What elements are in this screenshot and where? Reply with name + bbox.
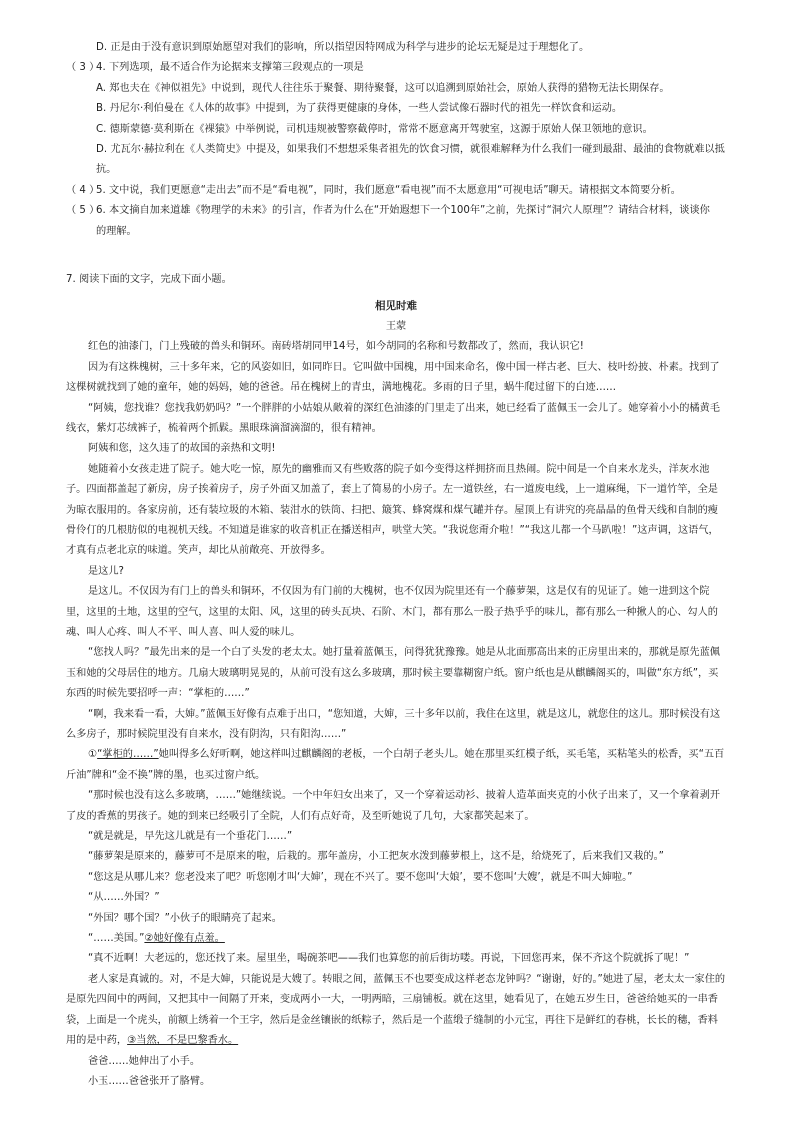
question-4-option-d-cont: 抗。: [96, 164, 117, 176]
question-5: [66, 181, 726, 201]
article-paragraph: “就是就是，早先这儿就是有一个垂花门……”: [88, 831, 293, 843]
article-paragraph: “外国？哪个国？”小伙子的眼睛亮了起来。: [88, 912, 282, 924]
article-paragraph: 因为有这株槐树，三十多年来，它的风姿如旧，如同昨日。它叫做中国槐，用中国来命名，像中国一样古老、巨大、枝叶纷披、朴素。找到了这棵树就找到了她的童年，她的妈妈，她的爸爸。吊在槐树上的青虫，满地槐花。多雨的日子里，蜗牛爬过留下的白迹……: [66, 361, 720, 394]
paragraph-text: 老人家是真诚的。对，不是大婶，只能说是大嫂了。转眼之间，蓝佩玉不也要变成这样老态龙钟吗？“谢谢，好的。”她进了屋，老太太一家住的是原先四间中的两间，又把其中一间隔了开来，变成两小一大，一明两暗，三扇铺板。就在这里，她看见了，在她五岁生日，爸爸给她买的一串香袋，上面是一个虎头，前额上绣着一个王字，然后是金丝镶嵌的纸粽子，然后是一个蓝缎子缝制的小元宝，再往下是鲜红的春桃，长长的穗，香料用的是中药，: [66, 973, 726, 1047]
article-paragraph: 小玉……爸爸张开了胳臂。: [88, 1075, 211, 1087]
document-page: [66, 38, 726, 1092]
question-4-option-a: A. 郑也夫在《神似祖先》中说到，现代人往往乐于聚餐、期待聚餐，这可以追溯到原始社会，原始人获得的猎物无法长期保存。: [96, 82, 670, 94]
question-7-stem: 7. 阅读下面的文字，完成下面小题。: [66, 274, 232, 286]
article-paragraph: “那时候也没有这么多玻璃，……”她继续说。一个中年妇女出来了，又一个穿着运动衫、披着人造革面夹克的小伙子出来了，又一个拿着剥开了皮的香蕉的男孩子。她的到来已经吸引了全院，人们有点好奇，及至听她说了几句，大家都笑起来了。: [66, 790, 720, 822]
underlined-sentence-2: ②她好像有点羞。: [144, 933, 225, 945]
article-paragraph: “啊，我来看一看，大婶。”蓝佩玉好像有点难于出口，“您知道，大婶，三十多年以前，我住在这里，就是这儿，就您住的这儿。那时候没有这么多房子，那时候院里没有自来水，没有阴沟，只有阳沟……”: [66, 708, 721, 740]
question-6-cont: 的理解。: [96, 225, 137, 237]
mark-prefix: ①: [88, 749, 98, 761]
underlined-sentence-3: ③当然，不是巴黎香水。: [127, 1035, 239, 1047]
article-paragraph-marked-1: [66, 745, 726, 786]
question-5-mark: （ 4 ）: [66, 184, 100, 196]
article-paragraph: 她随着小女孩走进了院子。她大吃一惊，原先的幽雅而又有些败落的院子如今变得这样拥挤而且热闹。院中间是一个自来水龙头，洋灰水池子。四面都盖起了新房，房子挨着房子，房子外面又加盖了，套上了简易的小房子。左一道铁丝，右一道废电线，上一道麻绳，下一道竹竿，全是为晾衣服用的。各家房前，还有装垃圾的木箱、装泔水的铁筒、扫把、簸箕、蜂窝煤和煤气罐并存。屋顶上有讲究的亮晶晶的鱼骨天线和自制的瘦骨伶仃的几根肪似的电视机天线。不知道是谁家的收音机正在播送相声，哄堂大笑。“我说您甭介啦！”“我这儿都一个马趴啦！”这声调，这语气，才真有点老北京的味道。笑声，却比从前敞亮、开放得多。: [66, 463, 719, 557]
question-5-text: 5. 文中说，我们更愿意“走出去”而不是“看电视”，同时，我们愿意“看电视”而不太愿意用“可视电话”聊天。请根据文本简要分析。: [96, 184, 681, 196]
question-4-mark: （ 3 ）: [66, 62, 100, 74]
article-paragraph: “您找人吗？”最先出来的是一个白了头发的老太太。她打量着蓝佩玉，问得犹犹豫豫。她是从北面那高出来的正房里出来的，那就是原先蓝佩玉和她的父母居住的地方。几扇大玻璃明晃晃的，从前可没有这么多玻璃，那时候主要靠糊窗户纸。窗户纸也是从麒麟阁买的，叫做“东方纸”，买东西的时候先要招呼一声：“掌柜的……”: [66, 647, 720, 700]
question-4-option-c: C. 德斯蒙德·莫利斯在《裸猿》中举例说，司机违规被警察截停时，常常不愿意离开驾驶室，这源于原始人保卫领地的意识。: [96, 123, 653, 135]
question-4: [66, 58, 726, 78]
article-paragraph-marked-3: [66, 970, 726, 1052]
article-body: [66, 337, 726, 1092]
underlined-sentence-1: “掌柜的……”: [97, 749, 159, 761]
article-paragraph: “藤萝架是原来的，藤萝可不是原来的啦，后栽的。那年盖房，小工把灰水泼到藤萝根上，这不是，给烧死了，后来我们又栽的。”: [88, 851, 664, 863]
article-paragraph: 阿姨和您，这久违了的故国的亲热和文明!: [88, 443, 276, 455]
article-paragraph: 是这儿。不仅因为有门上的兽头和铜环，不仅因为有门前的大槐树，也不仅因为院里还有一个藤萝架，这是仅有的见证了。她一进到这个院里，这里的土地，这里的空气，这里的太阳、风，这里的砖头瓦块、石阶、木门，都有那么一股子热乎乎的味儿，都有那么一种揪人的心、勾人的魂、叫人心疼、叫人不平、叫人喜、叫人爱的味儿。: [66, 586, 718, 638]
article-author: 王蒙: [385, 320, 407, 332]
article-paragraph: 红色的油漆门，门上残破的兽头和铜环。南砖塔胡同甲14号，如今胡同的名称和号数都改了，然而，我认识它!: [88, 341, 584, 353]
article-title: 相见时难: [375, 300, 417, 313]
paragraph-text: 她叫得多么好听啊，她这样叫过麒麟阁的老板，一个白胡子老头儿。她在那里买红模子纸，买毛笔，买粘笔头的松香，买“五百斤油”牌和“金不换”牌的墨，也买过窗户纸。: [66, 749, 725, 781]
paragraph-text: “……美国。”: [88, 933, 145, 945]
q3-option-d: D. 正是由于没有意识到原始愿望对我们的影响，所以指望因特网成为科学与进步的论坛无疑是过于理想化了。: [96, 42, 590, 53]
article-paragraph: “您这是从哪儿来？您老没来了吧？听您刚才叫‘大婶’，现在不兴了。要不您叫‘大娘’，要不您叫‘大嫂’，就是不叫大婶啦。”: [88, 871, 633, 883]
question-6: [66, 201, 726, 221]
article-paragraph: 爸爸……她伸出了小手。: [88, 1055, 201, 1067]
question-4-stem: 4. 下列选项，最不适合作为论据来支撑第三段观点的一项是: [96, 62, 364, 74]
question-6-text: 6. 本文摘自加来道雄《物理学的未来》的引言，作者为什么在“开始遐想下一个100年”之前，先探讨“洞穴人原理”？请结合材料，谈谈你: [96, 205, 710, 217]
article-paragraph: 是这儿?: [88, 565, 124, 577]
article-paragraph: “从……外国？”: [88, 892, 160, 904]
question-4-option-b: B. 丹尼尔·利伯曼在《人体的故事》中提到，为了获得更健康的身体，一些人尝试像石器时代的祖先一样饮食和运动。: [96, 103, 623, 115]
article-paragraph: “阿姨，您找谁？您找我奶奶吗？”一个胖胖的小姑娘从敞着的深红色油漆的门里走了出来，她已经看了蓝佩玉一会儿了。她穿着小小的橘黄毛线衣，紫灯芯绒裤子，梳着两个抓鬏。黑眼珠滴溜滴溜的，很有精神。: [66, 402, 720, 434]
question-4-option-d: D. 尤瓦尔·赫拉利在《人类简史》中提及，如果我们不想想采集者祖先的饮食习惯，就很难解释为什么我们一碰到最甜、最油的食物就难以抵: [96, 144, 725, 156]
article-paragraph-marked-2: [66, 929, 726, 949]
article-paragraph: “真不近啊！大老远的，您还找了来。屋里坐，喝碗茶吧——我们也算您的前后街坊喽。再说，下回您再来，保不齐这个院就拆了呢！”: [88, 953, 690, 965]
question-6-mark: （ 5 ）: [66, 205, 100, 217]
